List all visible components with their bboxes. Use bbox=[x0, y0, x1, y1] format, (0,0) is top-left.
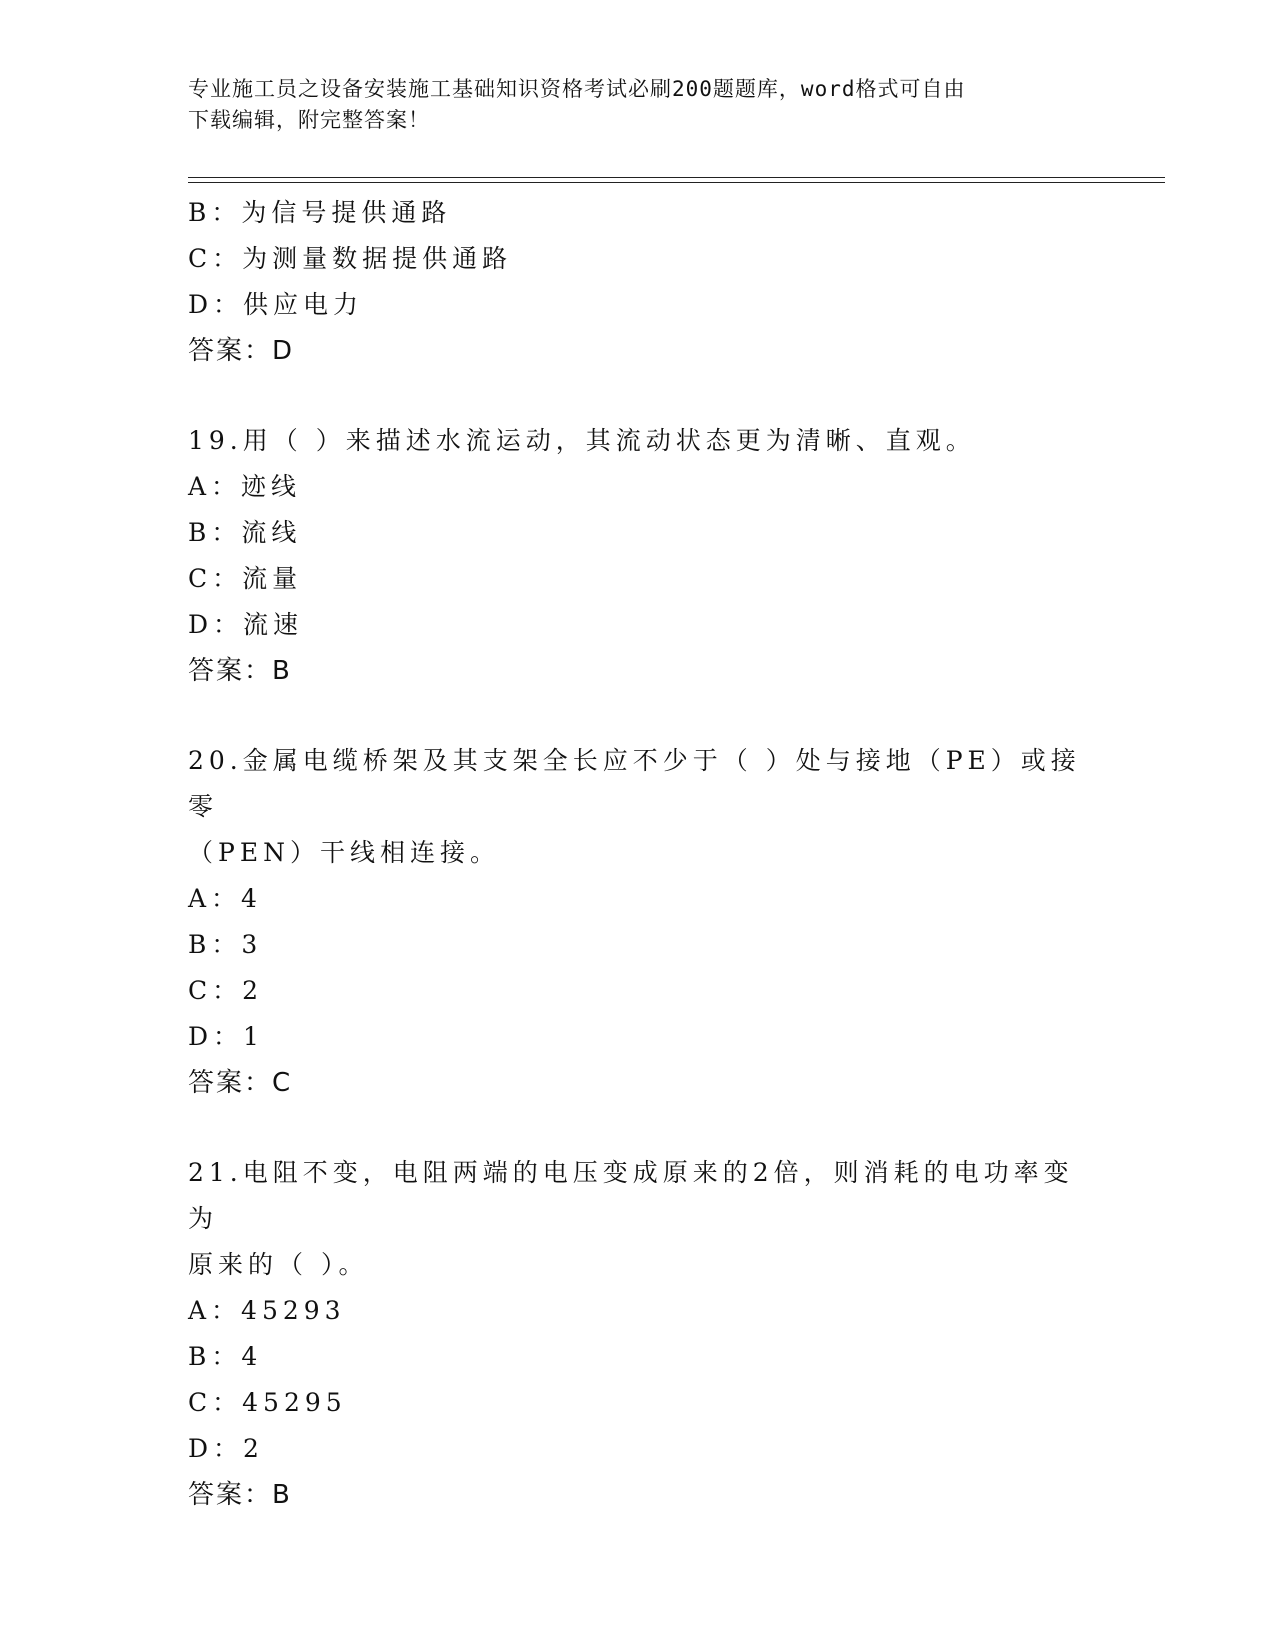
option-a: A：45293 bbox=[188, 1296, 346, 1325]
question-text-line: 原来的（ ）。 bbox=[188, 1250, 369, 1279]
question-text bbox=[188, 738, 1088, 876]
document-header bbox=[188, 74, 1068, 136]
option-d: D：2 bbox=[188, 1434, 264, 1463]
option-d: D：1 bbox=[188, 1022, 264, 1051]
option-b: B：3 bbox=[188, 930, 263, 959]
answer-line: 答案：B bbox=[188, 1480, 292, 1510]
question-block bbox=[188, 190, 1088, 374]
option-a: A：4 bbox=[188, 884, 262, 913]
header-line-2: 下载编辑，附完整答案！ bbox=[188, 108, 430, 132]
question-list bbox=[188, 190, 1088, 1518]
option-c: C：2 bbox=[188, 976, 264, 1005]
question-block bbox=[188, 418, 1088, 694]
question-text-line: 21.电阻不变，电阻两端的电压变成原来的2倍，则消耗的电功率变为 bbox=[188, 1158, 1074, 1233]
option-d: D：供应电力 bbox=[188, 290, 364, 319]
option-c: C：流量 bbox=[188, 564, 303, 593]
option-c: C：45295 bbox=[188, 1388, 347, 1417]
question-text-line: 19.用（ ）来描述水流运动，其流动状态更为清晰、直观。 bbox=[188, 426, 976, 455]
question-block bbox=[188, 738, 1088, 1106]
question-text bbox=[188, 418, 1088, 464]
option-b: B：为信号提供通路 bbox=[188, 198, 452, 227]
question-block bbox=[188, 1150, 1088, 1518]
option-a: A：迹线 bbox=[188, 472, 302, 501]
question-text bbox=[188, 1150, 1088, 1288]
answer-line: 答案：D bbox=[188, 336, 295, 366]
option-b: B：流线 bbox=[188, 518, 302, 547]
header-line-1: 专业施工员之设备安装施工基础知识资格考试必刷200题题库，word格式可自由 bbox=[188, 77, 966, 101]
option-c: C：为测量数据提供通路 bbox=[188, 244, 513, 273]
option-d: D：流速 bbox=[188, 610, 304, 639]
question-text-line: 20.金属电缆桥架及其支架全长应不少于（ ）处与接地（PE）或接零 bbox=[188, 746, 1081, 821]
answer-line: 答案：C bbox=[188, 1068, 293, 1098]
answer-line: 答案：B bbox=[188, 656, 292, 686]
header-divider-top bbox=[188, 177, 1165, 178]
option-b: B：4 bbox=[188, 1342, 263, 1371]
header-divider-bottom bbox=[188, 182, 1165, 183]
question-text-line: （PEN）干线相连接。 bbox=[188, 838, 500, 867]
